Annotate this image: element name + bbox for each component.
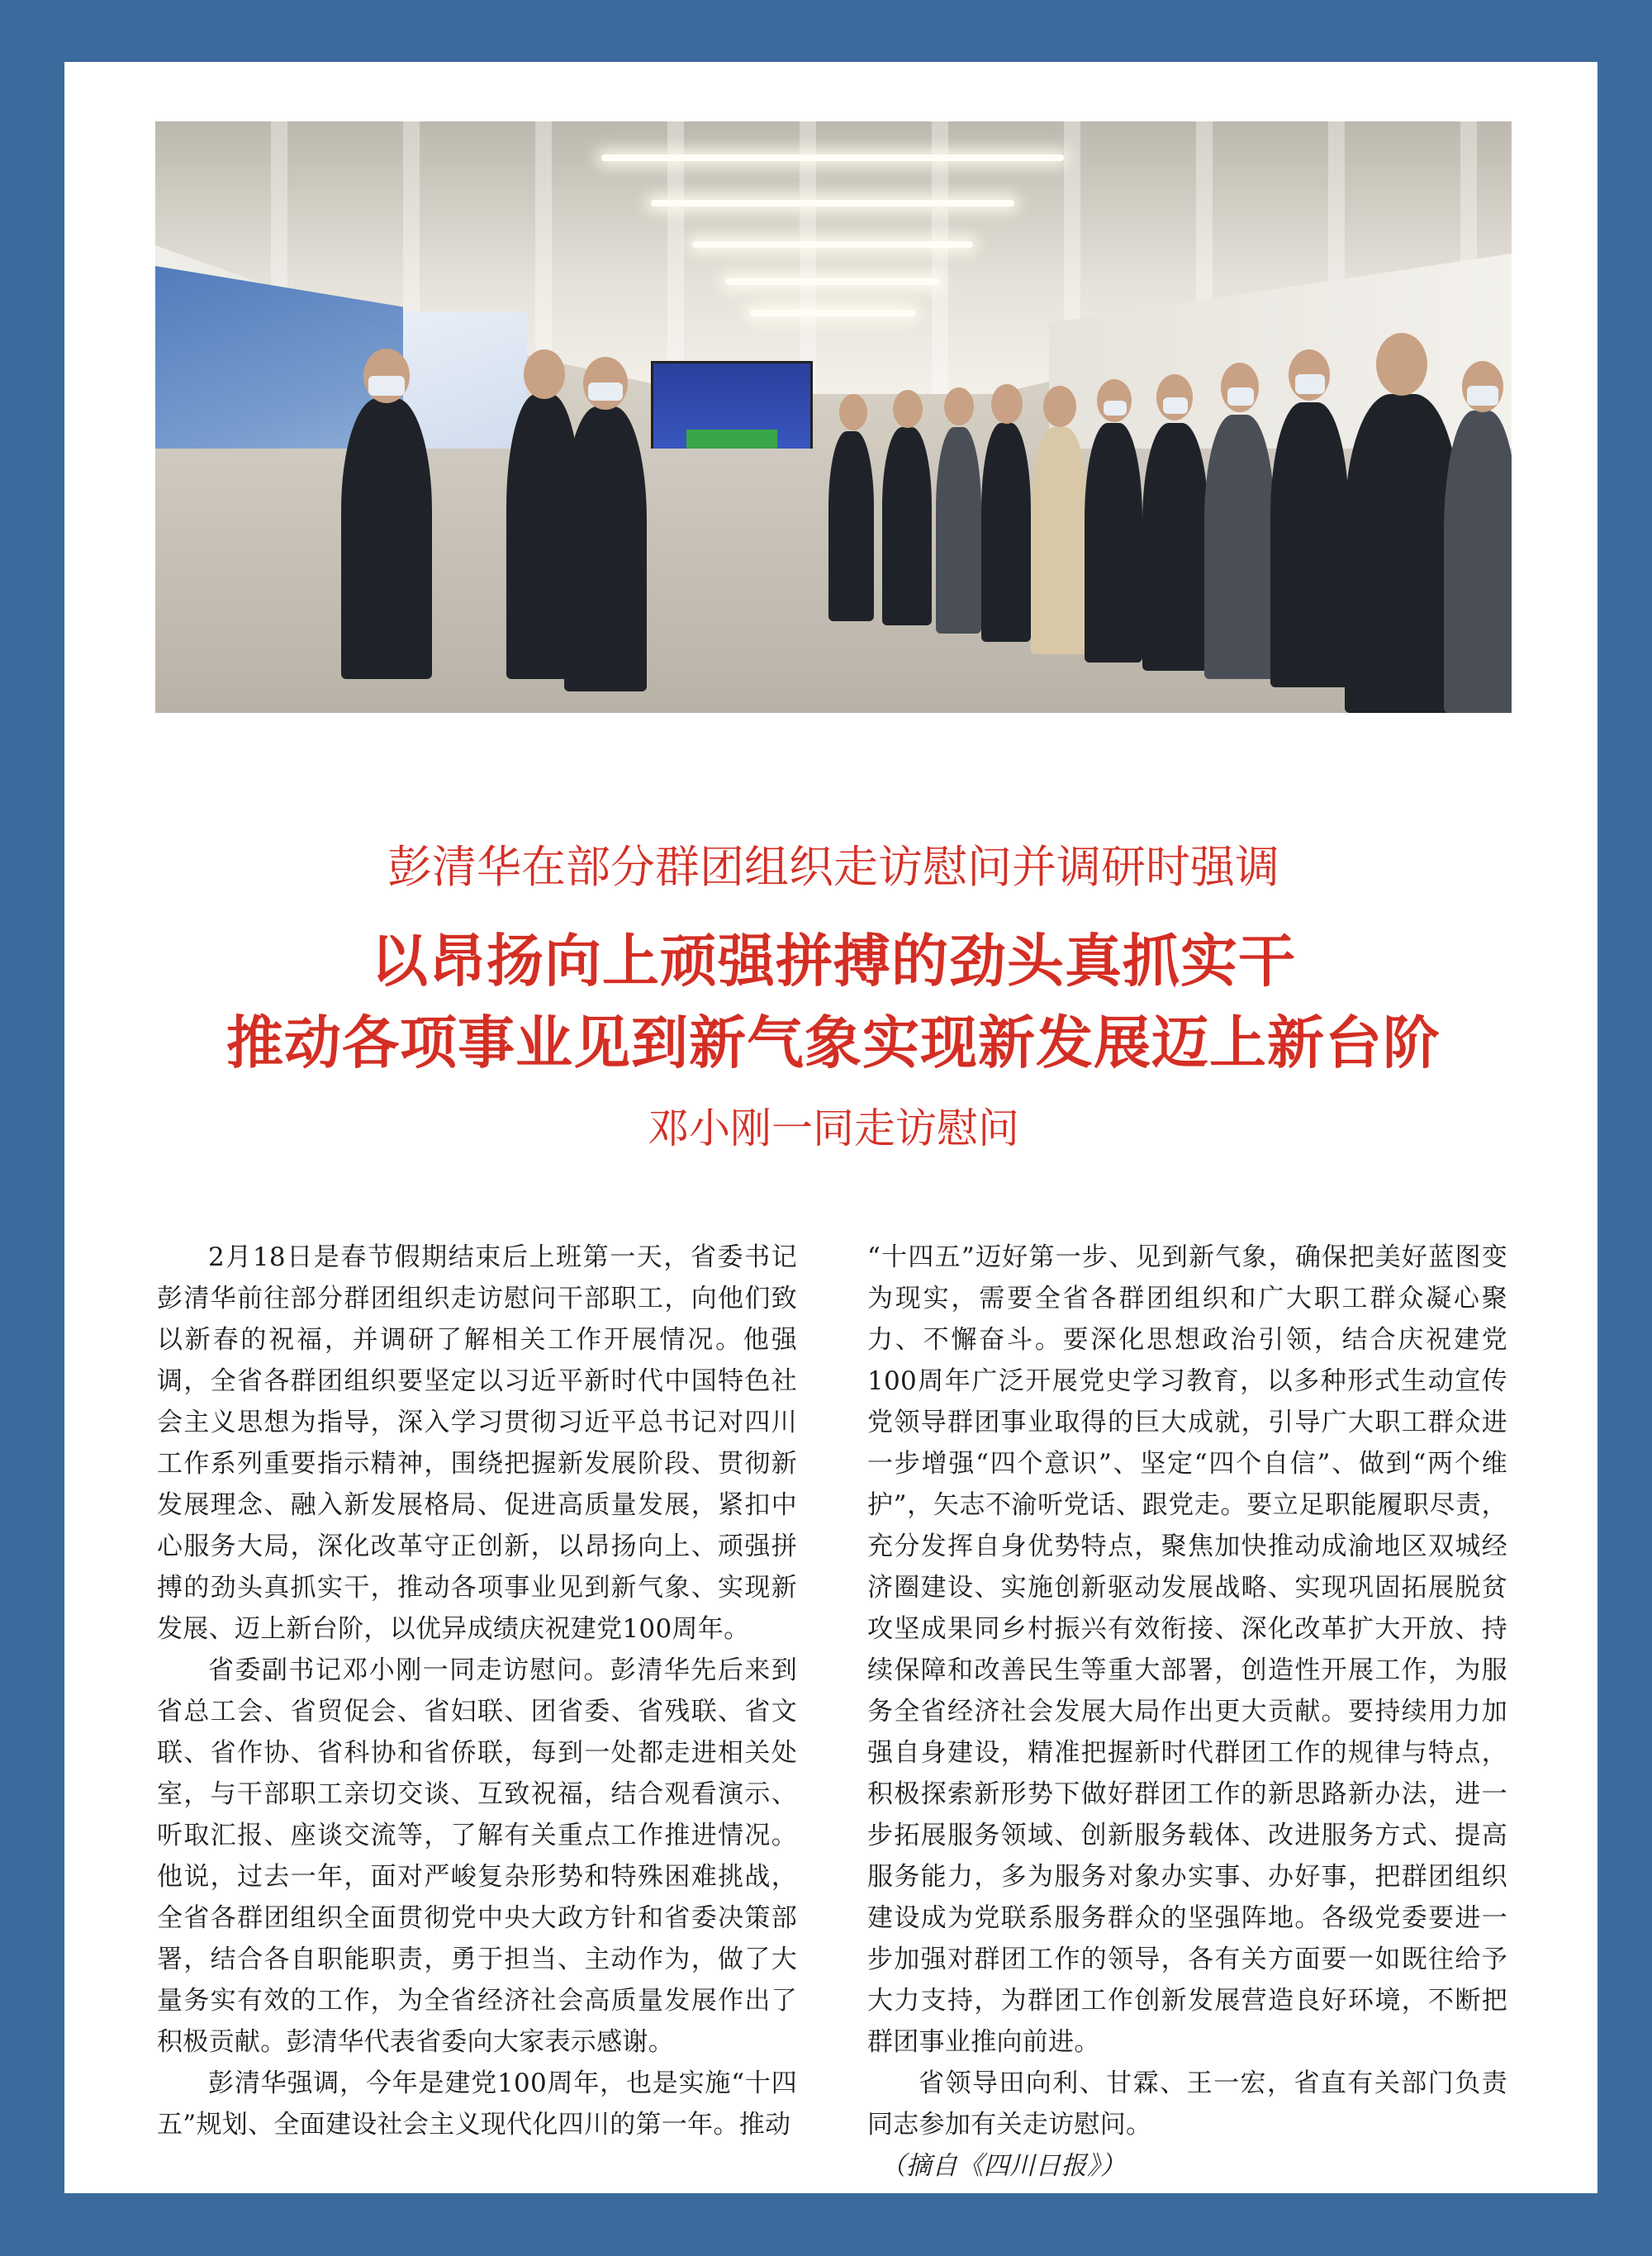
article-kicker: 彭清华在部分群团组织走访慰问并调研时强调 bbox=[387, 841, 1279, 893]
photo-person bbox=[1142, 423, 1208, 671]
photo-person bbox=[1444, 411, 1512, 713]
photo-person-head bbox=[991, 384, 1023, 424]
article-page bbox=[64, 62, 1597, 2193]
photo-person-head bbox=[839, 394, 867, 430]
photo-person bbox=[1031, 427, 1089, 654]
article-headline-line-2: 推动各项事业见到新气象实现新发展迈上新台阶 bbox=[226, 1009, 1441, 1076]
ceiling-light bbox=[750, 310, 915, 316]
photo-person-mask bbox=[1467, 386, 1498, 406]
photo-person-head bbox=[1043, 386, 1076, 427]
photo-person-mask bbox=[588, 382, 623, 401]
photo-person-mask bbox=[1227, 387, 1254, 406]
photo-person bbox=[1085, 423, 1142, 663]
photo-person bbox=[981, 423, 1031, 642]
news-photo bbox=[155, 121, 1512, 713]
article-paragraph: 2月18日是春节假期结束后上班第一天，省委书记彭清华前往部分群团组织走访慰问干部职工，向他们致以新春的祝福，并调研了解相关工作开展情况。他强调，全省各群团组织要坚定以习近平新时代中国特色社会主义思想为指导，深入学习贯彻习近平总书记对四川工作系列重要指示精神，围绕把握新发展阶段、贯彻新发展理念、融入新发展格局、促进高质量发展，紧扣中心服务大局，深化改革守正创新，以昂扬向上、顽强拼搏的劲头真抓实干，推动各项事业见到新气象、实现新发展、迈上新台阶，以优异成绩庆祝建党100周年。 bbox=[157, 1242, 797, 1644]
article-left-column bbox=[157, 1237, 797, 2145]
ceiling-light bbox=[725, 278, 940, 285]
photo-person bbox=[828, 431, 874, 621]
ceiling-light bbox=[601, 154, 1064, 161]
article-right-column bbox=[867, 1237, 1507, 2187]
photo-person-mask bbox=[1295, 374, 1325, 394]
article-paragraph: “十四五”迈好第一步、见到新气象，确保把美好蓝图变为现实，需要全省各群团组织和广大职工群众凝心聚力、不懈奋斗。要深化思想政治引领，结合庆祝建党100周年广泛开展党史学习教育，以多种形式生动宣传党领导群团事业取得的巨大成就，引导广大职工群众进一步增强“四个意识”、坚定“四个自信”、做到“两个维护”，矢志不渝听党话、跟党走。要立足职能履职尽责，充分发挥自身优势特点，聚焦加快推动成渝地区双城经济圈建设、实施创新驱动发展战略、实现巩固拓展脱贫攻坚成果同乡村振兴有效衔接、深化改革扩大开放、持续保障和改善民生等重大部署，创造性开展工作，为服务全省经济社会发展大局作出更大贡献。要持续用力加强自身建设，精准把握新时代群团工作的规律与特点，积极探索新形势下做好群团工作的新思路新办法，进一步拓展服务领域、创新服务载体、改进服务方式、提高服务能力，多为服务对象办实事、办好事，把群团组织建设成为党联系服务群众的坚强阵地。各级党委要进一步加强对群团工作的领导，各有关方面要一如既往给予大力支持，为群团工作创新发展营造良好环境，不断把群团事业推向前进。 bbox=[867, 1242, 1507, 2057]
ceiling-light bbox=[651, 200, 1014, 207]
photo-person-head bbox=[893, 390, 923, 428]
photo-person-mask bbox=[1163, 397, 1188, 414]
photo-person bbox=[341, 398, 432, 679]
photo-person-head bbox=[944, 387, 974, 425]
article-source: （摘自《四川日报》） bbox=[880, 2151, 1126, 2181]
photo-person-mask bbox=[1104, 401, 1127, 416]
ceiling-light bbox=[692, 241, 973, 248]
photo-person bbox=[1204, 415, 1275, 679]
article-headline-line-1: 以昂扬向上顽强拼搏的劲头真抓实干 bbox=[371, 928, 1296, 995]
photo-person bbox=[1270, 402, 1349, 687]
article-subline: 邓小刚一同走访慰问 bbox=[648, 1104, 1019, 1152]
article-paragraph: 省领导田向利、甘霖、王一宏，省直有关部门负责同志参加有关走访慰问。 bbox=[867, 2068, 1507, 2140]
photo-person bbox=[936, 427, 981, 634]
article-paragraph: 省委副书记邓小刚一同走访慰问。彭清华先后来到省总工会、省贸促会、省妇联、团省委、省残联、省文联、省作协、省科协和省侨联，每到一处都走进相关处室，与干部职工亲切交谈、互致祝福，结合观看演示、听取汇报、座谈交流等，了解有关重点工作推进情况。他说，过去一年，面对严峻复杂形势和特殊困难挑战，全省各群团组织全面贯彻党中央大政方针和省委决策部署，结合各自职能职责，勇于担当、主动作为，做了大量务实有效的工作，为全省经济社会高质量发展作出了积极贡献。彭清华代表省委向大家表示感谢。 bbox=[157, 1655, 797, 2057]
article-paragraph: 彭清华强调，今年是建党100周年，也是实施“十四五”规划、全面建设社会主义现代化四川的第一年。推动 bbox=[157, 2068, 797, 2140]
photo-person bbox=[882, 427, 932, 625]
photo-person bbox=[564, 406, 647, 691]
photo-person-head bbox=[1376, 333, 1427, 396]
photo-person-head bbox=[524, 349, 565, 399]
photo-person-mask bbox=[368, 376, 405, 396]
photo-person bbox=[1345, 394, 1460, 713]
